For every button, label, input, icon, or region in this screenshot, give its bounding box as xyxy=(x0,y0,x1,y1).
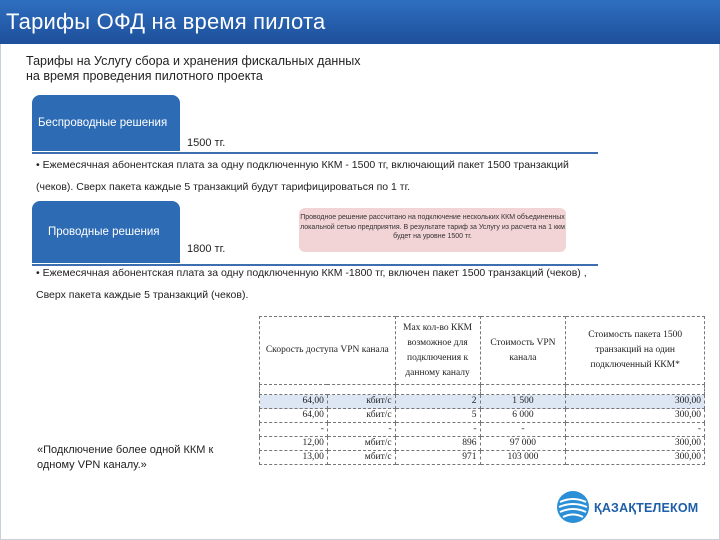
cell-cost: - xyxy=(480,423,566,437)
wired-solutions-tab xyxy=(32,201,180,263)
cell-package: 300,00 xyxy=(566,395,705,409)
cell-speed: 12,00 xyxy=(260,437,328,451)
table-row xyxy=(260,451,705,465)
table-row xyxy=(260,395,705,409)
cell-unit: мбит/с xyxy=(327,451,395,465)
subtitle xyxy=(26,54,446,84)
cell-cost: 6 000 xyxy=(480,409,566,423)
wireless-solutions-label: Беспроводные решения xyxy=(38,117,168,129)
cell-speed: 64,00 xyxy=(260,409,328,423)
company-logo xyxy=(556,490,706,526)
cell-package: 300,00 xyxy=(566,437,705,451)
cell-unit: кбит/с xyxy=(327,409,395,423)
table-row xyxy=(260,409,705,423)
header-package-cost: Стоимость пакета 1500 транзакций на один подключенный ККМ* xyxy=(566,317,705,385)
cell-package: 300,00 xyxy=(566,451,705,465)
wired-note: Проводное решение рассчитано на подключение нескольких ККМ объединенных локальной сетью предприятия. В результате тариф за Услугу из расчета на 1 ккм будет на уровне 1500 тг. xyxy=(299,208,566,252)
cell-package: - xyxy=(566,423,705,437)
cell-unit: мбит/с xyxy=(327,437,395,451)
header-vpn-speed: Скорость доступа VPN канала xyxy=(260,317,396,385)
subtitle-line-2: на время проведения пилотного проекта xyxy=(26,69,263,83)
wired-price: 1800 тг. xyxy=(187,243,226,255)
cell-unit: кбит/с xyxy=(327,395,395,409)
table-row xyxy=(260,437,705,451)
wireless-solutions-tab xyxy=(32,95,180,151)
cell-max: 971 xyxy=(395,451,480,465)
cell-cost: 1 500 xyxy=(480,395,566,409)
logo-wordmark: ҚАЗАҚТЕЛЕКОМ xyxy=(594,501,699,515)
tariff-table xyxy=(259,316,705,465)
title-bar xyxy=(0,0,720,44)
cell-max: 2 xyxy=(395,395,480,409)
wired-solutions-label: Проводные решения xyxy=(48,226,160,238)
header-vpn-cost: Стоимость VPN канала xyxy=(480,317,566,385)
cell-cost: 97 000 xyxy=(480,437,566,451)
cell-speed: 13,00 xyxy=(260,451,328,465)
cell-max: - xyxy=(395,423,480,437)
table-row xyxy=(260,423,705,437)
multi-kkm-quote: «Подключение более одной ККМ к одному VPN каналу.» xyxy=(37,444,214,471)
cell-unit: - xyxy=(327,423,395,437)
cell-speed: - xyxy=(260,423,328,437)
table-spacer-row xyxy=(260,385,705,395)
wireless-price: 1500 тг. xyxy=(187,137,226,149)
cell-max: 896 xyxy=(395,437,480,451)
cell-max: 5 xyxy=(395,409,480,423)
table-header-row xyxy=(260,317,705,385)
cell-package: 300,00 xyxy=(566,409,705,423)
wired-bullet: • Ежемесячная абонентская плата за одну подключенную ККМ -1800 тг, включен пакет 1500 транзакций (чеков) , Сверх пакета каждые 5 транзакций (чеков). xyxy=(36,267,587,301)
kazakhtelecom-logo-icon xyxy=(556,490,590,524)
header-max-kkm: Мах кол-во ККМ возможное для подключения к данному каналу xyxy=(395,317,480,385)
cell-speed: 64,00 xyxy=(260,395,328,409)
subtitle-line-1: Тарифы на Услугу сбора и хранения фискальных данных xyxy=(26,54,361,68)
cell-cost: 103 000 xyxy=(480,451,566,465)
page-title: Тарифы ОФД на время пилота xyxy=(6,9,326,34)
wireless-bullet: • Ежемесячная абонентская плата за одну подключенную ККМ - 1500 тг, включающий пакет 1500 транзакций (чеков). Сверх пакета каждые 5 транзакций будут тарифицироваться по 1 тг. xyxy=(36,159,569,193)
